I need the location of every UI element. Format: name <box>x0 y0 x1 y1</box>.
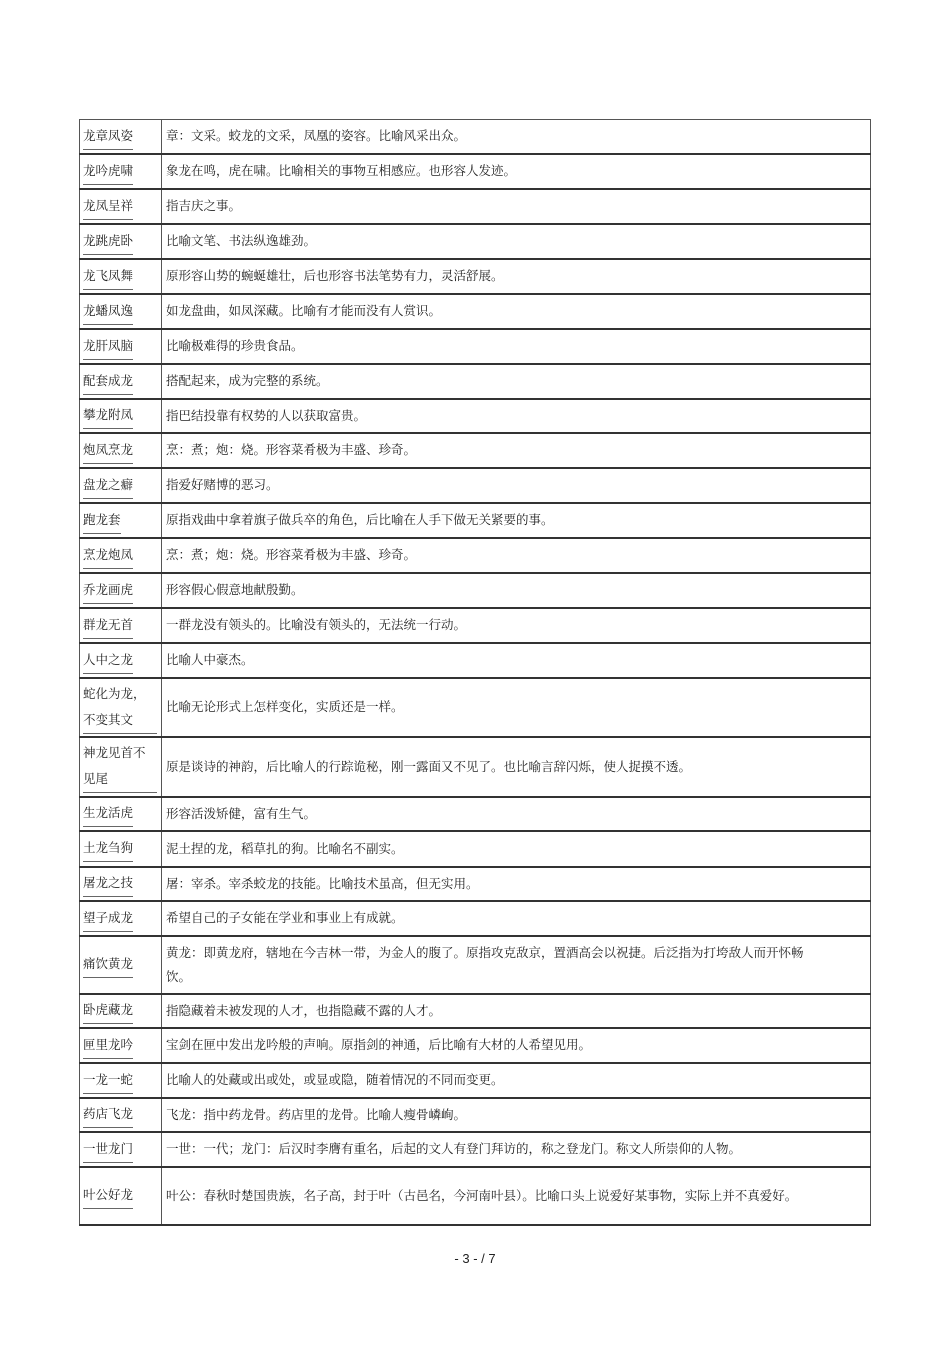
idiom-definition: 比喻文笔、书法纵逸雄劲。 <box>162 224 871 259</box>
table-row <box>80 154 871 189</box>
idiom-term: 屠龙之技 <box>83 870 133 897</box>
idiom-term-cell <box>80 831 162 867</box>
table-row <box>80 294 871 329</box>
idiom-definition: 原是谈诗的神韵，后比喻人的行踪诡秘，刚一露面又不见了。也比喻言辞闪烁，使人捉摸不透。 <box>162 737 871 797</box>
table-row <box>80 1098 871 1132</box>
idiom-definition: 象龙在鸣，虎在啸。比喻相关的事物互相感应。也形容人发迹。 <box>162 154 871 189</box>
table-row <box>80 1028 871 1063</box>
idiom-term: 龙肝凤脑 <box>83 333 133 360</box>
idiom-term: 跑龙套 <box>83 507 121 534</box>
idiom-term-cell <box>80 154 162 189</box>
idiom-term: 龙蟠凤逸 <box>83 298 133 325</box>
table-row <box>80 468 871 503</box>
table-row <box>80 867 871 901</box>
idiom-term-cell <box>80 259 162 294</box>
idiom-term: 乔龙画虎 <box>83 577 133 604</box>
idiom-table-body <box>80 120 871 1225</box>
table-row <box>80 224 871 259</box>
idiom-term: 土龙刍狗 <box>83 835 133 862</box>
table-row <box>80 329 871 364</box>
table-row <box>80 737 871 797</box>
table-row <box>80 1063 871 1098</box>
idiom-term-cell <box>80 737 162 797</box>
table-row <box>80 797 871 831</box>
table-row <box>80 503 871 538</box>
table-row <box>80 189 871 224</box>
idiom-definition: 如龙盘曲，如凤深藏。比喻有才能而没有人赏识。 <box>162 294 871 329</box>
idiom-term-cell <box>80 503 162 538</box>
idiom-term-cell <box>80 120 162 154</box>
idiom-term-cell <box>80 1028 162 1063</box>
idiom-definition: 希望自己的子女能在学业和事业上有成就。 <box>162 901 871 936</box>
idiom-definition: 指爱好赌博的恶习。 <box>162 468 871 503</box>
idiom-term: 盘龙之癖 <box>83 472 133 499</box>
idiom-definition: 飞龙：指中药龙骨。药店里的龙骨。比喻人瘦骨嶙峋。 <box>162 1098 871 1132</box>
table-row <box>80 936 871 994</box>
table-row <box>80 1167 871 1225</box>
idiom-term: 匣里龙吟 <box>83 1032 133 1059</box>
idiom-term: 龙吟虎啸 <box>83 158 133 185</box>
table-row <box>80 538 871 573</box>
idiom-definition: 宝剑在匣中发出龙吟般的声响。原指剑的神通，后比喻有大材的人希望见用。 <box>162 1028 871 1063</box>
idiom-term-cell <box>80 1098 162 1132</box>
idiom-definition: 一世：一代；龙门：后汉时李膺有重名，后起的文人有登门拜访的，称之登龙门。称文人所崇仰的人物。 <box>162 1132 871 1167</box>
idiom-term-cell <box>80 189 162 224</box>
table-row <box>80 364 871 399</box>
idiom-term-cell <box>80 573 162 608</box>
idiom-definition: 比喻人的处藏或出或处，或显或隐，随着情况的不同而变更。 <box>162 1063 871 1098</box>
idiom-term: 龙凤呈祥 <box>83 193 133 220</box>
idiom-definition: 一群龙没有领头的。比喻没有领头的，无法统一行动。 <box>162 608 871 643</box>
table-row <box>80 399 871 433</box>
idiom-term-cell <box>80 901 162 936</box>
idiom-term-cell <box>80 538 162 573</box>
idiom-table <box>79 119 871 1226</box>
idiom-term: 龙章凤姿 <box>83 123 133 150</box>
idiom-term-cell <box>80 936 162 994</box>
idiom-definition: 搭配起来，成为完整的系统。 <box>162 364 871 399</box>
table-row <box>80 259 871 294</box>
idiom-term-cell <box>80 643 162 678</box>
idiom-term: 痛饮黄龙 <box>83 951 133 978</box>
idiom-term-cell <box>80 1132 162 1167</box>
idiom-term: 叶公好龙 <box>83 1182 133 1209</box>
table-row <box>80 901 871 936</box>
table-row <box>80 120 871 154</box>
idiom-definition: 章：文采。蛟龙的文采，凤凰的姿容。比喻风采出众。 <box>162 120 871 154</box>
idiom-term-cell <box>80 399 162 433</box>
idiom-term: 神龙见首不见尾 <box>83 740 157 793</box>
idiom-term: 群龙无首 <box>83 612 133 639</box>
idiom-term-cell <box>80 329 162 364</box>
idiom-definition: 叶公：春秋时楚国贵族，名子高，封于叶（古邑名，今河南叶县）。比喻口头上说爱好某事物，实际上并不真爱好。 <box>162 1167 871 1225</box>
table-row <box>80 678 871 737</box>
idiom-term-cell <box>80 1167 162 1225</box>
table-row <box>80 573 871 608</box>
idiom-term-cell <box>80 468 162 503</box>
idiom-term-cell <box>80 294 162 329</box>
idiom-definition: 形容活泼矫健，富有生气。 <box>162 797 871 831</box>
idiom-term: 蛇化为龙，不变其文 <box>83 681 157 734</box>
idiom-term: 龙跳虎卧 <box>83 228 133 255</box>
idiom-definition: 烹：煮；炮：烧。形容菜肴极为丰盛、珍奇。 <box>162 433 871 468</box>
idiom-term: 配套成龙 <box>83 368 133 395</box>
idiom-term: 人中之龙 <box>83 647 133 674</box>
page-number: - 3 - / 7 <box>454 1251 496 1266</box>
idiom-term-cell <box>80 797 162 831</box>
idiom-term-cell <box>80 433 162 468</box>
idiom-term-cell <box>80 994 162 1028</box>
idiom-definition: 比喻极难得的珍贵食品。 <box>162 329 871 364</box>
idiom-term: 卧虎藏龙 <box>83 997 133 1024</box>
idiom-term: 药店飞龙 <box>83 1101 133 1128</box>
idiom-term-cell <box>80 224 162 259</box>
idiom-definition: 黄龙：即黄龙府，辖地在今吉林一带，为金人的腹了。原指攻克敌京，置酒高会以祝捷。后泛指为打垮敌人而开怀畅饮。 <box>162 936 871 994</box>
idiom-definition: 原形容山势的蜿蜒雄壮，后也形容书法笔势有力，灵活舒展。 <box>162 259 871 294</box>
idiom-term-cell <box>80 867 162 901</box>
idiom-term-cell <box>80 678 162 737</box>
idiom-term-cell <box>80 1063 162 1098</box>
idiom-term: 炮凤烹龙 <box>83 437 133 464</box>
idiom-definition: 形容假心假意地献殷勤。 <box>162 573 871 608</box>
idiom-definition: 烹：煮；炮：烧。形容菜肴极为丰盛、珍奇。 <box>162 538 871 573</box>
idiom-term: 攀龙附凤 <box>83 402 133 429</box>
idiom-term-cell <box>80 364 162 399</box>
idiom-term: 一世龙门 <box>83 1136 133 1163</box>
idiom-term: 烹龙炮凤 <box>83 542 133 569</box>
idiom-definition: 原指戏曲中拿着旗子做兵卒的角色，后比喻在人手下做无关紧要的事。 <box>162 503 871 538</box>
table-row <box>80 831 871 867</box>
idiom-definition: 指巴结投靠有权势的人以获取富贵。 <box>162 399 871 433</box>
idiom-term: 生龙活虎 <box>83 800 133 827</box>
idiom-definition: 指隐藏着未被发现的人才，也指隐藏不露的人才。 <box>162 994 871 1028</box>
idiom-definition: 比喻无论形式上怎样变化，实质还是一样。 <box>162 678 871 737</box>
table-row <box>80 1132 871 1167</box>
table-row <box>80 608 871 643</box>
table-row <box>80 433 871 468</box>
idiom-term: 望子成龙 <box>83 905 133 932</box>
idiom-definition: 指吉庆之事。 <box>162 189 871 224</box>
idiom-definition: 泥土捏的龙，稻草扎的狗。比喻名不副实。 <box>162 831 871 867</box>
table-row <box>80 643 871 678</box>
idiom-term-cell <box>80 608 162 643</box>
table-row <box>80 994 871 1028</box>
idiom-term: 一龙一蛇 <box>83 1067 133 1094</box>
idiom-term: 龙飞凤舞 <box>83 263 133 290</box>
idiom-definition: 比喻人中豪杰。 <box>162 643 871 678</box>
idiom-definition: 屠：宰杀。宰杀蛟龙的技能。比喻技术虽高，但无实用。 <box>162 867 871 901</box>
